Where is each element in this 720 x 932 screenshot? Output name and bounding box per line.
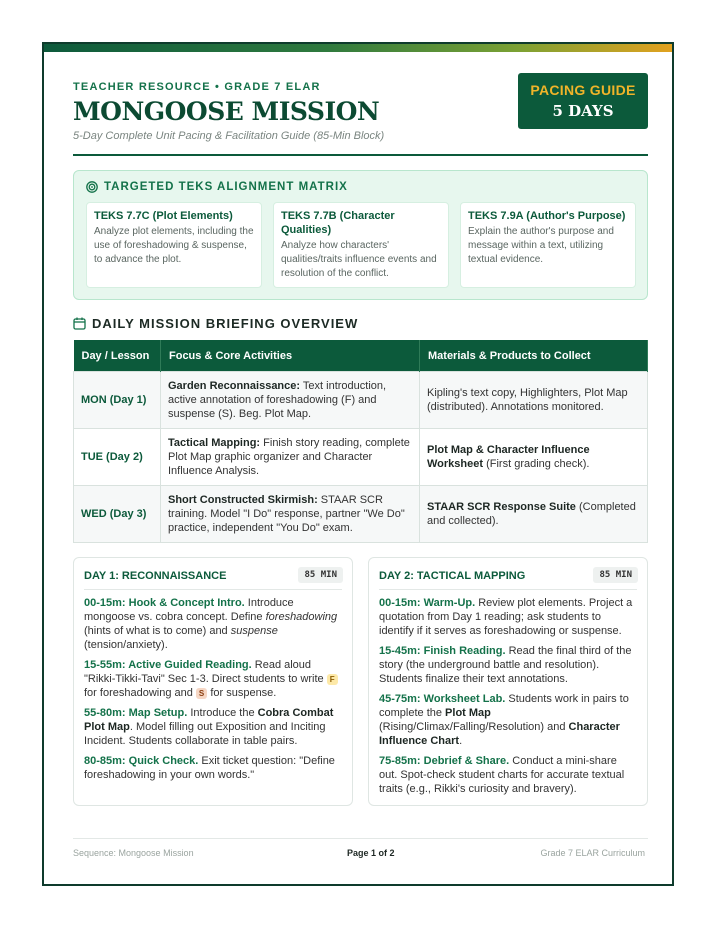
- footer-sequence: Sequence: Mongoose Mission: [73, 848, 194, 858]
- materials-cell: [420, 486, 648, 543]
- segment-text: .: [459, 735, 463, 747]
- segment-item: [379, 644, 637, 686]
- segment-text: Exit ticket question: "Define foreshadowing in your own words.": [84, 755, 335, 781]
- resource-name: Cobra Combat Plot Map: [84, 707, 334, 733]
- teks-panel-title: [86, 181, 348, 193]
- segment-time: 75-85m: Debrief & Share.: [379, 755, 510, 767]
- segment-text: (hints of what is to come) and: [84, 625, 231, 637]
- teks-card-7-9a: [460, 202, 636, 288]
- teks-alignment-panel: [73, 170, 648, 300]
- briefing-title-text: DAILY MISSION BRIEFING OVERVIEW: [92, 316, 359, 331]
- materials-text: (Completed and collected).: [427, 501, 636, 527]
- foreshadowing-chip: F: [327, 674, 338, 685]
- focus-cell: [161, 429, 420, 486]
- materials-cell: [420, 429, 648, 486]
- segment-text: Introduce the: [187, 707, 258, 719]
- focus-cell: [161, 486, 420, 543]
- suspense-chip: S: [196, 688, 207, 699]
- segment-time: 55-80m: Map Setup.: [84, 707, 188, 719]
- footer-curriculum: Grade 7 ELAR Curriculum: [540, 848, 645, 858]
- day-cell: MON (Day 1): [74, 372, 161, 429]
- focus-text: Text introduction, active annotation of foreshadowing (F) and suspense (S). Beg. Plot Map.: [168, 380, 387, 420]
- day-cell: TUE (Day 2): [74, 429, 161, 486]
- page-title: MONGOOSE MISSION: [73, 97, 380, 126]
- table-row: [74, 429, 648, 486]
- focus-text: Finish story reading, complete Plot Map graphic organizer and Character Influence Analysis.: [168, 437, 410, 477]
- card-divider: [84, 589, 342, 590]
- segment-text: for foreshadowing and: [84, 687, 196, 699]
- pacing-guide-days: 5 DAYS: [552, 102, 614, 120]
- teks-card-text: Analyze plot elements, including the use of foreshadowing & suspense, to advance the plot.: [94, 226, 254, 265]
- segment-time: 15-45m: Finish Reading.: [379, 645, 506, 657]
- teks-card-text: Analyze how characters' qualities/traits influence events and resolution of the conflict.: [281, 240, 437, 279]
- segment-text: Review plot elements. Project a quotation from Day 1 reading; ask students to identify if it serves as foreshadowing or suspense.: [379, 597, 633, 637]
- segment-text: Students work in pairs to complete the: [379, 693, 629, 719]
- teks-card-heading: TEKS 7.7C (Plot Elements): [94, 210, 233, 222]
- table-row: [74, 486, 648, 543]
- table-header-row: [74, 340, 648, 372]
- segment-time: 45-75m: Worksheet Lab.: [379, 693, 506, 705]
- header-divider: [73, 154, 648, 156]
- segment-text: Conduct a mini-share out. Spot-check student charts for accurate textual traits (e.g., Rikki's curiosity and bravery).: [379, 755, 625, 795]
- materials-cell: [420, 372, 648, 429]
- materials-title: STAAR SCR Response Suite: [427, 501, 576, 513]
- briefing-section-title: [73, 316, 358, 331]
- column-header: Day / Lesson: [74, 340, 161, 372]
- segment-text: Introduce mongoose vs. cobra concept. Define: [84, 597, 294, 623]
- teks-card-text: Explain the author's purpose and message within a text, utilizing textual evidence.: [468, 226, 614, 265]
- resource-name: Plot Map: [445, 707, 491, 719]
- segment-text: for suspense.: [207, 687, 277, 699]
- day-card-body: [84, 596, 342, 788]
- segment-text: (tension/anxiety).: [84, 639, 168, 651]
- page-subtitle: 5-Day Complete Unit Pacing & Facilitation Guide (85-Min Block): [73, 130, 385, 142]
- segment-text: Read the final third of the story (the underground battle and resolution). Students finalize their text annotations.: [379, 645, 632, 685]
- calendar-icon: [73, 317, 86, 330]
- focus-text: STAAR SCR training. Model "I Do" response, partner "We Do" practice, independent "You Do" exam.: [168, 494, 405, 534]
- resource-kicker: TEACHER RESOURCE • GRADE 7 ELAR: [73, 81, 321, 93]
- segment-item: [84, 658, 342, 700]
- teks-panel-title-text: TARGETED TEKS ALIGNMENT MATRIX: [104, 181, 348, 193]
- segment-time: 80-85m: Quick Check.: [84, 755, 199, 767]
- teks-card-7-7b: [273, 202, 449, 288]
- segment-text: . Model filling out Exposition and Inciting Incident. Students collaborate in table pairs.: [84, 721, 326, 747]
- segment-item: [84, 754, 342, 782]
- segment-item: [379, 596, 637, 638]
- segment-item: [84, 596, 342, 652]
- duration-badge: 85 MIN: [298, 567, 343, 583]
- resource-name: Character Influence Chart: [379, 721, 620, 747]
- day-card-heading: DAY 1: RECONNAISSANCE: [84, 570, 227, 582]
- segment-time: 00-15m: Warm-Up.: [379, 597, 476, 609]
- focus-cell: [161, 372, 420, 429]
- footer-divider: [73, 838, 648, 839]
- segment-time: 15-55m: Active Guided Reading.: [84, 659, 252, 671]
- day-cell: WED (Day 3): [74, 486, 161, 543]
- document-page: [42, 42, 674, 886]
- day-2-card: [368, 557, 648, 806]
- column-header: Focus & Core Activities: [161, 340, 420, 372]
- column-header: Materials & Products to Collect: [420, 340, 648, 372]
- materials-text: Kipling's text copy, Highlighters, Plot Map (distributed). Annotations monitored.: [427, 387, 628, 413]
- segment-item: [379, 692, 637, 748]
- pacing-guide-label: PACING GUIDE: [530, 82, 636, 98]
- briefing-table: [73, 340, 648, 543]
- day-1-card: [73, 557, 353, 806]
- segment-item: [84, 706, 342, 748]
- segment-item: [379, 754, 637, 796]
- term-emphasis: suspense: [230, 625, 278, 637]
- segment-time: 00-15m: Hook & Concept Intro.: [84, 597, 245, 609]
- term-emphasis: foreshadowing: [265, 611, 338, 623]
- focus-title: Tactical Mapping:: [168, 437, 261, 449]
- teks-card-heading: TEKS 7.7B (Character Qualities): [281, 210, 395, 236]
- footer-page-number: Page 1 of 2: [347, 848, 395, 858]
- card-divider: [379, 589, 637, 590]
- focus-title: Garden Reconnaissance:: [168, 380, 301, 392]
- pacing-guide-badge: [518, 73, 648, 129]
- materials-title: Plot Map & Character Influence Worksheet: [427, 444, 590, 470]
- target-icon: [86, 181, 98, 193]
- segment-text: Read aloud "Rikki-Tikki-Tavi" Sec 1-3. Direct students to write: [84, 659, 327, 685]
- table-row: [74, 372, 648, 429]
- teks-card-7-7c: [86, 202, 262, 288]
- segment-text: (Rising/Climax/Falling/Resolution) and: [379, 721, 569, 733]
- focus-title: Short Constructed Skirmish:: [168, 494, 318, 506]
- day-card-heading: DAY 2: TACTICAL MAPPING: [379, 570, 526, 582]
- materials-text: (First grading check).: [483, 458, 590, 470]
- accent-gradient-bar: [44, 44, 672, 52]
- teks-card-heading: TEKS 7.9A (Author's Purpose): [468, 210, 626, 222]
- day-card-body: [379, 596, 637, 802]
- duration-badge: 85 MIN: [593, 567, 638, 583]
